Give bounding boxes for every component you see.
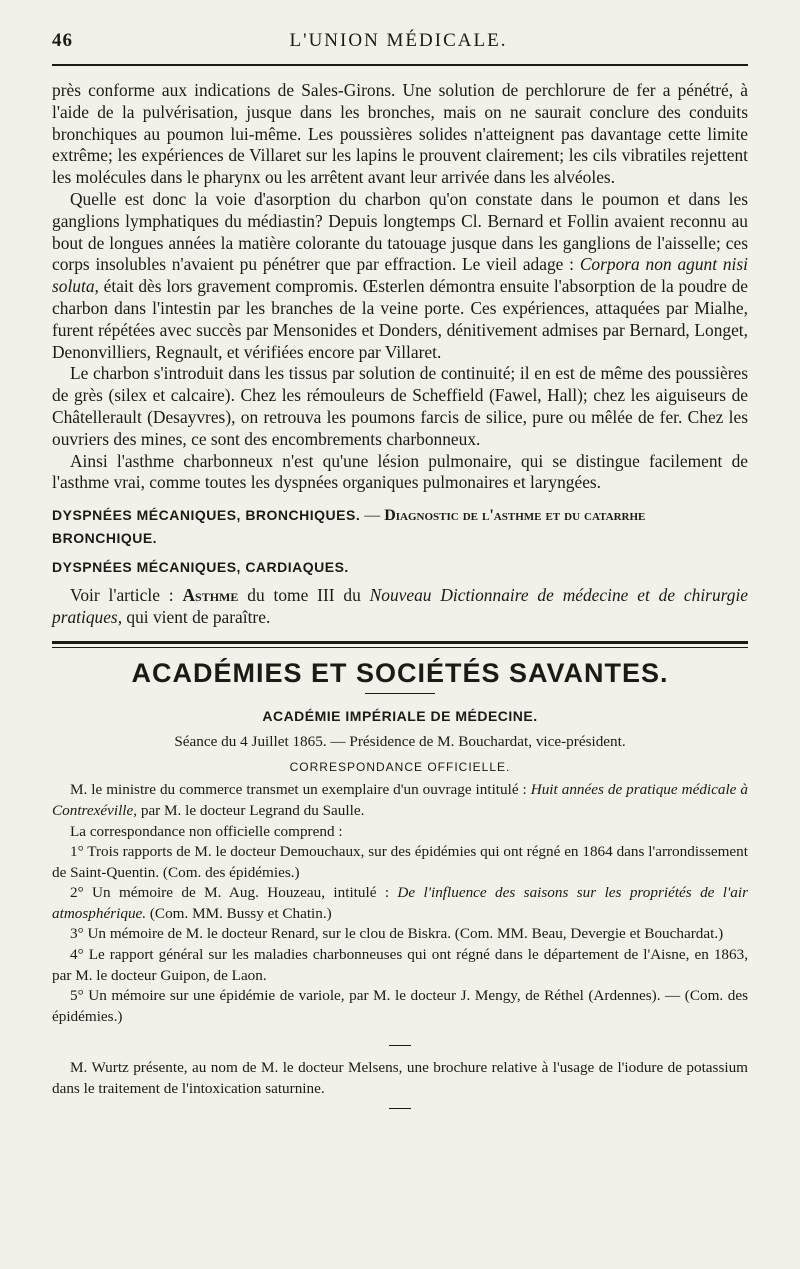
paragraph-4: Ainsi l'asthme charbonneux n'est qu'une lésion pulmonaire, qui se distingue facilement de l'asthme vrai, comme toutes les dyspnées organiques pulmonaires et laryngées. (52, 450, 748, 493)
dyspnees-bronchiques: DYSPNÉES MÉCANIQUES, BRONCHIQUES. — Diagnostic de l'asthme et du catarrhe (52, 507, 646, 525)
header-rule (52, 64, 748, 66)
academy-title: ACADÉMIE IMPÉRIALE DE MÉDECINE. (262, 707, 538, 724)
correspondance-item-4: 4° Le rapport général sur les maladies charbonneuses qui ont régné dans le département de l'Aisne, en 1863, par M. le docteur Guipon, de Laon. (52, 946, 748, 984)
paragraph-1: près conforme aux indications de Sales-Girons. Une solution de perchlorure de fer a pénétré, à l'aide de la pulvérisation, jusque dans les bronches, mais on ne saurait conclure des conduits bronchiques au poumon lui-même. Les poussières solides n'atteignent pas davantage cette limite extrême; les expériences de Villaret sur les lapins le prouvent clairement; les cils vibratiles rejettent les molécules dans le pharynx ou les arrêtent avant leur arrivée dans les alvéoles. (52, 80, 748, 188)
paragraph-2: Quelle est donc la voie d'asorption du charbon qu'on constate dans le poumon et dans les ganglions lymphatiques du médiastin? Depuis longtemps Cl. Bernard et Follin avaient reconnu au bout de longues années la matière colorante du tatouage jusque dans les ganglions de l'aisselle; ces corps insolubles n'avaient pu pénétrer que par effraction. Le vieil adage : Corpora non agunt nisi soluta, était dès lors gravement compromis. Œsterlen démontra ensuite l'absorption de la poudre de charbon dans l'intestin par les branches de la veine porte. Ces expériences, attaquées par Mialhe, furent répétées avec succès par Mensonides et Donders, dénitivement admises par Bernard, Longet, Denonvilliers, Regnault, et vérifiées encore par Villaret. (52, 188, 748, 362)
seance-line: Séance du 4 Juillet 1865. — Présidence de M. Bouchardat, vice-président. (174, 732, 626, 750)
correspondance-item-5: 5° Un mémoire sur une épidémie de variole, par M. le docteur J. Mengy, de Réthel (Ardennes). — (Com. des épidémies.) (52, 987, 748, 1025)
page (52, 30, 748, 1109)
section-title: ACADÉMIES ET SOCIÉTÉS SAVANTES. (131, 657, 669, 688)
dyspnees-bronchique-cont: BRONCHIQUE. (52, 530, 158, 547)
item-divider (389, 1045, 411, 1046)
correspondance-item-1: 1° Trois rapports de M. le docteur Demouchaux, sur des épidémies qui ont régné en 1864 dans l'arrondissement de Saint-Quentin. (Com. des épidémies.) (52, 843, 748, 881)
journal-title: L'UNION MÉDICALE. (289, 30, 508, 51)
correspondance-item-3: 3° Un mémoire de M. le docteur Renard, sur le clou de Biskra. (Com. MM. Beau, Devergie et Bouchardat.) (70, 925, 724, 943)
paragraph-3: Le charbon s'introduit dans les tissus par solution de continuité; il en est de même des poussières de grès (silex et calcaire). Chez les rémouleurs de Scheffield (Fawel, Hall); chez les aiguiseurs de Châtellerault (Desayvres), on retrouva les poumons farcis de silice, pure ou mêlée de fer. Chez les ouvriers des mines, ce sont des encombrements charbonneux. (52, 363, 748, 449)
title-rule (365, 693, 435, 694)
bottom-divider (389, 1108, 411, 1109)
running-head (52, 30, 748, 60)
article-reference: Voir l'article : Asthme du tome III du Nouveau Dictionnaire de médecine et de chirurgie pratiques, qui vient de paraître. (52, 585, 749, 627)
latin-adage: Corpora non agunt nisi soluta, (52, 254, 748, 297)
correspondance-officielle-heading: CORRESPONDANCE OFFICIELLE. (289, 760, 511, 775)
section-divider (52, 641, 748, 648)
minister-paragraph: M. le ministre du commerce transmet un exemplaire d'un ouvrage intitulé : Huit années de pratique médicale à Contrexéville, par M. le docteur Legrand du Saulle. (52, 781, 748, 819)
page-number: 46 (52, 30, 73, 51)
correspondance-item-2: 2° Un mémoire de M. Aug. Houzeau, intitulé : De l'influence des saisons sur les propriétés de l'air atmosphérique. (Com. MM. Bussy et Chatin.) (52, 884, 748, 922)
dyspnees-cardiaques: DYSPNÉES MÉCANIQUES, CARDIAQUES. (52, 559, 349, 576)
correspondance-non-officielle: La correspondance non officielle comprend : (70, 822, 343, 840)
wurtz-paragraph: M. Wurtz présente, au nom de M. le docteur Melsens, une brochure relative à l'usage de l'iodure de potassium dans le traitement de l'intoxication saturnine. (52, 1059, 748, 1098)
